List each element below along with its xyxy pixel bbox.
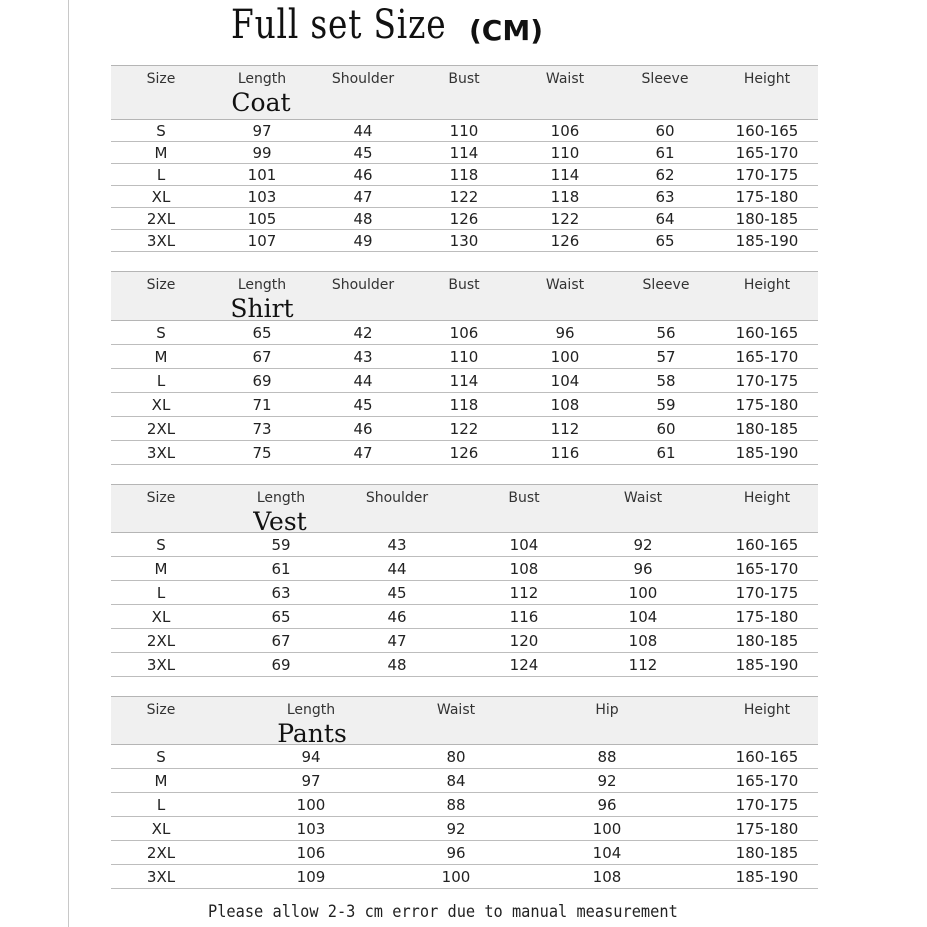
- table-cell: 180-185: [735, 844, 799, 862]
- size-table-pants: [111, 696, 818, 889]
- table-cell: 96: [633, 560, 653, 578]
- table-cell: XL: [151, 188, 171, 206]
- table-cell: 97: [301, 772, 321, 790]
- table-cell: 69: [252, 372, 272, 390]
- table-cell: 106: [296, 844, 326, 862]
- table-cell: 92: [446, 820, 466, 838]
- table-cell: 45: [353, 396, 373, 414]
- table-cell: 100: [296, 796, 326, 814]
- table-cell: 109: [296, 868, 326, 886]
- table-cell: 104: [592, 844, 622, 862]
- table-cell: 65: [252, 324, 272, 342]
- column-header: Size: [146, 702, 176, 718]
- table-cell: 165-170: [735, 348, 799, 366]
- table-cell: 118: [449, 396, 479, 414]
- table-row: [111, 745, 818, 769]
- table-cell: 96: [555, 324, 575, 342]
- table-row: [111, 186, 818, 208]
- table-cell: S: [156, 324, 166, 342]
- column-header: Height: [743, 490, 791, 506]
- table-cell: 170-175: [735, 166, 799, 184]
- table-row: [111, 345, 818, 369]
- column-header: Shoulder: [331, 71, 395, 87]
- table-cell: 47: [387, 632, 407, 650]
- table-cell: 2XL: [146, 420, 176, 438]
- table-cell: 108: [628, 632, 658, 650]
- table-cell: 63: [271, 584, 291, 602]
- table-cell: 44: [353, 122, 373, 140]
- table-cell: 108: [550, 396, 580, 414]
- table-cell: 45: [387, 584, 407, 602]
- column-header: Waist: [545, 277, 585, 293]
- table-cell: 104: [550, 372, 580, 390]
- table-row: [111, 533, 818, 557]
- table-cell: 100: [441, 868, 471, 886]
- table-cell: 46: [353, 420, 373, 438]
- column-header: Waist: [545, 71, 585, 87]
- table-cell: 45: [353, 144, 373, 162]
- table-header: [111, 271, 818, 321]
- column-header: Size: [146, 71, 176, 87]
- table-cell: 56: [656, 324, 676, 342]
- table-cell: 122: [449, 420, 479, 438]
- table-row: [111, 441, 818, 465]
- table-cell: 122: [449, 188, 479, 206]
- table-cell: 100: [592, 820, 622, 838]
- column-header: Height: [743, 702, 791, 718]
- table-cell: 124: [509, 656, 539, 674]
- table-cell: XL: [151, 608, 171, 626]
- table-cell: 126: [550, 232, 580, 250]
- table-cell: 175-180: [735, 820, 799, 838]
- table-cell: 46: [353, 166, 373, 184]
- section-title: Pants: [277, 719, 347, 748]
- table-cell: 114: [449, 144, 479, 162]
- table-cell: M: [154, 348, 168, 366]
- column-header: Waist: [623, 490, 663, 506]
- table-cell: 92: [597, 772, 617, 790]
- title-text: Full set Size: [231, 2, 447, 48]
- table-cell: 107: [247, 232, 277, 250]
- section-title: Shirt: [230, 294, 294, 323]
- table-cell: 160-165: [735, 324, 799, 342]
- table-row: [111, 557, 818, 581]
- table-cell: 43: [387, 536, 407, 554]
- table-cell: 116: [550, 444, 580, 462]
- table-cell: 180-185: [735, 420, 799, 438]
- table-cell: 2XL: [146, 210, 176, 228]
- table-cell: 61: [271, 560, 291, 578]
- table-cell: 88: [446, 796, 466, 814]
- column-header: Bust: [448, 277, 480, 293]
- table-cell: 120: [509, 632, 539, 650]
- table-cell: 160-165: [735, 748, 799, 766]
- table-cell: 118: [550, 188, 580, 206]
- table-cell: 65: [655, 232, 675, 250]
- table-cell: S: [156, 122, 166, 140]
- table-cell: 3XL: [146, 656, 176, 674]
- table-cell: 64: [655, 210, 675, 228]
- table-cell: 2XL: [146, 632, 176, 650]
- table-row: [111, 417, 818, 441]
- column-header: Length: [256, 490, 306, 506]
- table-cell: S: [156, 536, 166, 554]
- measurement-note: Please allow 2-3 cm error due to manual measurement: [208, 902, 678, 922]
- table-cell: 170-175: [735, 796, 799, 814]
- table-cell: 59: [271, 536, 291, 554]
- table-cell: L: [156, 166, 166, 184]
- table-row: [111, 605, 818, 629]
- table-cell: 84: [446, 772, 466, 790]
- table-cell: 42: [353, 324, 373, 342]
- table-cell: 99: [252, 144, 272, 162]
- column-header: Size: [146, 490, 176, 506]
- table-cell: L: [156, 584, 166, 602]
- table-cell: 73: [252, 420, 272, 438]
- column-header: Bust: [508, 490, 540, 506]
- table-cell: 65: [271, 608, 291, 626]
- section-title: Coat: [231, 88, 291, 117]
- table-cell: 185-190: [735, 232, 799, 250]
- table-cell: 69: [271, 656, 291, 674]
- table-cell: XL: [151, 820, 171, 838]
- table-cell: 110: [449, 122, 479, 140]
- table-cell: 46: [387, 608, 407, 626]
- table-cell: 57: [656, 348, 676, 366]
- column-header: Sleeve: [641, 71, 689, 87]
- column-header: Bust: [448, 71, 480, 87]
- table-cell: 180-185: [735, 210, 799, 228]
- table-cell: 165-170: [735, 144, 799, 162]
- table-cell: 100: [550, 348, 580, 366]
- table-cell: 170-175: [735, 372, 799, 390]
- table-cell: 170-175: [735, 584, 799, 602]
- table-cell: 58: [656, 372, 676, 390]
- table-cell: 63: [655, 188, 675, 206]
- page-title: [231, 2, 544, 48]
- table-row: [111, 817, 818, 841]
- table-cell: 106: [449, 324, 479, 342]
- table-cell: 112: [628, 656, 658, 674]
- table-cell: 59: [656, 396, 676, 414]
- table-cell: 122: [550, 210, 580, 228]
- table-cell: 160-165: [735, 536, 799, 554]
- table-cell: 2XL: [146, 844, 176, 862]
- table-row: [111, 369, 818, 393]
- table-cell: 110: [550, 144, 580, 162]
- table-cell: 44: [353, 372, 373, 390]
- table-cell: 105: [247, 210, 277, 228]
- table-cell: 47: [353, 188, 373, 206]
- table-row: [111, 653, 818, 677]
- table-header: [111, 65, 818, 120]
- column-header: Sleeve: [642, 277, 690, 293]
- table-cell: 165-170: [735, 560, 799, 578]
- size-table-vest: [111, 484, 818, 677]
- table-cell: 180-185: [735, 632, 799, 650]
- table-cell: 185-190: [735, 868, 799, 886]
- table-cell: 75: [252, 444, 272, 462]
- table-cell: 112: [509, 584, 539, 602]
- table-cell: 126: [449, 444, 479, 462]
- table-row: [111, 393, 818, 417]
- table-cell: 97: [252, 122, 272, 140]
- column-header: Length: [286, 702, 336, 718]
- table-row: [111, 142, 818, 164]
- column-header: Size: [146, 277, 176, 293]
- table-cell: 108: [509, 560, 539, 578]
- table-row: [111, 164, 818, 186]
- table-cell: 48: [353, 210, 373, 228]
- table-row: [111, 865, 818, 889]
- column-header: Hip: [595, 702, 619, 718]
- table-cell: 116: [509, 608, 539, 626]
- column-header: Waist: [436, 702, 476, 718]
- table-row: [111, 793, 818, 817]
- section-title: Vest: [253, 507, 307, 536]
- table-cell: 61: [656, 444, 676, 462]
- column-header: Height: [743, 277, 791, 293]
- table-cell: 96: [446, 844, 466, 862]
- table-row: [111, 120, 818, 142]
- table-cell: 130: [449, 232, 479, 250]
- table-cell: 43: [353, 348, 373, 366]
- table-cell: 104: [628, 608, 658, 626]
- table-cell: 49: [353, 232, 373, 250]
- table-row: [111, 230, 818, 252]
- table-cell: 88: [597, 748, 617, 766]
- table-row: [111, 321, 818, 345]
- table-cell: 160-165: [735, 122, 799, 140]
- table-cell: 47: [353, 444, 373, 462]
- table-cell: S: [156, 748, 166, 766]
- table-cell: L: [156, 796, 166, 814]
- table-cell: 101: [247, 166, 277, 184]
- table-cell: 114: [550, 166, 580, 184]
- table-cell: 103: [247, 188, 277, 206]
- table-cell: 60: [656, 420, 676, 438]
- table-cell: 175-180: [735, 608, 799, 626]
- size-table-shirt: [111, 271, 818, 465]
- table-cell: 165-170: [735, 772, 799, 790]
- table-cell: 110: [449, 348, 479, 366]
- table-cell: 62: [655, 166, 675, 184]
- table-cell: 94: [301, 748, 321, 766]
- table-cell: L: [156, 372, 166, 390]
- table-cell: 106: [550, 122, 580, 140]
- table-cell: 67: [252, 348, 272, 366]
- size-table-coat: [111, 65, 818, 252]
- table-cell: XL: [151, 396, 171, 414]
- table-cell: 44: [387, 560, 407, 578]
- table-cell: 175-180: [735, 188, 799, 206]
- table-cell: 126: [449, 210, 479, 228]
- column-header: Length: [237, 71, 287, 87]
- table-cell: 112: [550, 420, 580, 438]
- table-cell: M: [154, 772, 168, 790]
- table-cell: 92: [633, 536, 653, 554]
- table-cell: 61: [655, 144, 675, 162]
- table-cell: 71: [252, 396, 272, 414]
- table-row: [111, 841, 818, 865]
- left-border-line: [68, 0, 69, 927]
- table-cell: 104: [509, 536, 539, 554]
- table-cell: 108: [592, 868, 622, 886]
- table-cell: 185-190: [735, 444, 799, 462]
- table-header: [111, 484, 818, 536]
- table-cell: 80: [446, 748, 466, 766]
- column-header: Length: [237, 277, 287, 293]
- table-cell: 185-190: [735, 656, 799, 674]
- table-cell: 3XL: [146, 232, 176, 250]
- column-header: Height: [743, 71, 791, 87]
- table-cell: 3XL: [146, 444, 176, 462]
- table-cell: 100: [628, 584, 658, 602]
- table-row: [111, 629, 818, 653]
- table-cell: 114: [449, 372, 479, 390]
- table-row: [111, 208, 818, 230]
- table-cell: 48: [387, 656, 407, 674]
- column-header: Shoulder: [365, 490, 429, 506]
- table-cell: 103: [296, 820, 326, 838]
- table-cell: 118: [449, 166, 479, 184]
- table-row: [111, 769, 818, 793]
- table-cell: M: [154, 560, 168, 578]
- table-cell: 3XL: [146, 868, 176, 886]
- table-header: [111, 696, 818, 748]
- table-cell: 60: [655, 122, 675, 140]
- title-unit: (CM): [469, 14, 544, 47]
- table-row: [111, 581, 818, 605]
- column-header: Shoulder: [331, 277, 395, 293]
- table-cell: 67: [271, 632, 291, 650]
- table-cell: 96: [597, 796, 617, 814]
- table-cell: M: [154, 144, 168, 162]
- table-cell: 175-180: [735, 396, 799, 414]
